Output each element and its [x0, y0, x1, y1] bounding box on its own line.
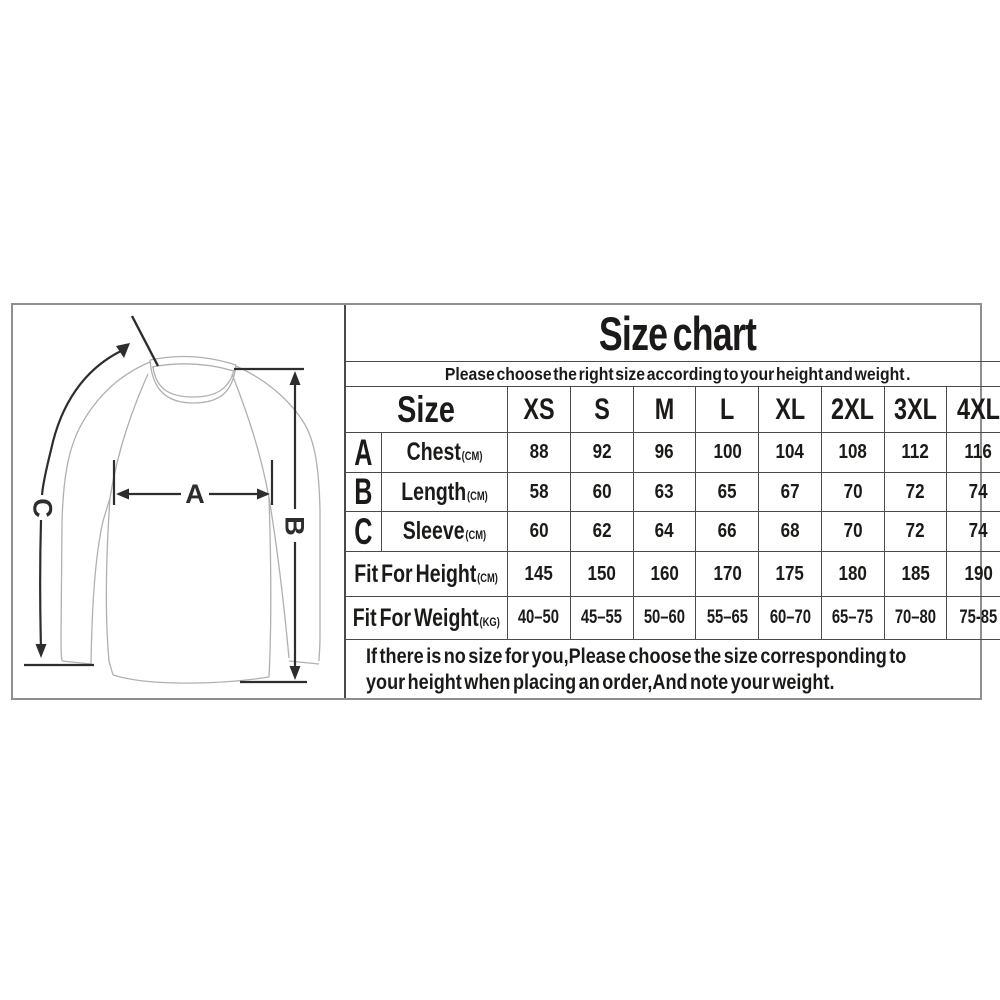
header-col-xs: XS [507, 387, 570, 432]
row-label-cell [381, 512, 507, 551]
value-cell: 68 [758, 512, 821, 551]
right-cuff [289, 661, 319, 664]
fit-unit: (CM) [477, 570, 499, 585]
header-col-2xl: 2XL [821, 387, 884, 432]
row-label: Chest [406, 438, 461, 466]
right-raglan-seam [232, 374, 269, 498]
value-cell: 75-85 [946, 597, 1000, 639]
header-col-l: L [695, 387, 758, 432]
value-cell: 74 [946, 512, 1000, 551]
value-cell: 67 [758, 473, 821, 511]
row-letter-cell: B [354, 473, 373, 511]
body-right-side [269, 498, 271, 677]
b-arrowhead-up [290, 371, 301, 385]
table-row-chest [346, 433, 1000, 473]
value-cell: 62 [570, 512, 633, 551]
header-col-xl: XL [758, 387, 821, 432]
value-cell: 175 [758, 552, 821, 596]
table-row-sleeve [346, 512, 1000, 552]
label-a: A [185, 479, 205, 509]
right-sleeve-outer [236, 366, 320, 661]
row-label-cell [381, 473, 507, 511]
shirt-diagram-panel [13, 305, 344, 698]
size-table [344, 305, 1000, 698]
value-cell: 45–55 [570, 597, 633, 639]
left-raglan-seam [110, 374, 148, 498]
value-cell: 145 [507, 552, 570, 596]
c-arrowhead-up [116, 343, 130, 358]
value-cell: 116 [946, 433, 1000, 472]
page-title: Size chart [598, 306, 757, 360]
value-cell: 92 [570, 433, 633, 472]
note-row [346, 640, 1000, 698]
header-col-s: S [570, 387, 633, 432]
value-cell: 72 [884, 512, 947, 551]
note-line-1: If there is no size for you,Please choose the size corresponding to [366, 644, 907, 668]
table-row-length [346, 473, 1000, 512]
size-chart-figure [11, 303, 1000, 700]
value-cell: 60 [507, 512, 570, 551]
value-cell: 180 [821, 552, 884, 596]
value-cell: 55–65 [695, 597, 758, 639]
row-unit: (CM) [466, 488, 488, 503]
value-cell: 70 [821, 473, 884, 511]
body-left-side [106, 498, 113, 675]
table-row-fit-weight [346, 597, 1000, 640]
value-cell: 190 [946, 552, 1000, 596]
shirt-diagram [13, 305, 344, 698]
c-arrowhead-down [36, 644, 47, 658]
value-cell: 66 [695, 512, 758, 551]
value-cell: 185 [884, 552, 947, 596]
value-cell: 108 [821, 433, 884, 472]
row-unit: (CM) [461, 449, 483, 463]
row-label: Length [401, 477, 467, 506]
note-line-2: your height when placing an order,And note your weight. [366, 670, 835, 694]
row-label-cell [381, 433, 507, 472]
title-row [346, 305, 1000, 362]
value-cell: 170 [695, 552, 758, 596]
table-row-fit-height [346, 552, 1000, 597]
value-cell: 104 [758, 433, 821, 472]
value-cell: 70 [821, 512, 884, 551]
fit-label-cell [346, 597, 507, 639]
c-curve-lower [40, 520, 41, 649]
label-b: B [279, 516, 310, 536]
value-cell: 96 [633, 433, 696, 472]
label-c: C [27, 498, 58, 518]
value-cell: 160 [633, 552, 696, 596]
fit-unit: (KG) [479, 614, 501, 629]
b-arrowhead-down [290, 666, 301, 680]
collar-inner-curve [153, 367, 234, 397]
row-letter-cell: C [354, 512, 373, 551]
fit-label-cell [346, 552, 507, 596]
header-col-m: M [633, 387, 696, 432]
value-cell: 65 [695, 473, 758, 511]
left-cuff [62, 661, 91, 664]
value-cell: 112 [884, 433, 947, 472]
fit-label: Fit For Height [354, 559, 477, 588]
value-cell: 50–60 [633, 597, 696, 639]
value-cell: 60–70 [758, 597, 821, 639]
value-cell: 74 [946, 473, 1000, 511]
collar-pointer-line [132, 316, 158, 366]
value-cell: 40–50 [507, 597, 570, 639]
a-arrowhead-left [116, 489, 129, 500]
value-cell: 72 [884, 473, 947, 511]
value-cell: 100 [695, 433, 758, 472]
row-unit: (CM) [465, 528, 487, 542]
row-label: Sleeve [402, 517, 465, 545]
value-cell: 150 [570, 552, 633, 596]
value-cell: 63 [633, 473, 696, 511]
fit-label: Fit For Weight [352, 603, 479, 632]
subtitle: Please choose the right size according to your height and weight . [444, 363, 911, 384]
header-col-4xl: 4XL [946, 387, 1000, 432]
header-row [346, 387, 1000, 433]
subtitle-row [346, 362, 1000, 387]
header-size-cell [346, 387, 507, 432]
value-cell: 60 [570, 473, 633, 511]
value-cell: 64 [633, 512, 696, 551]
value-cell: 70–80 [884, 597, 947, 639]
collar-band-line [152, 364, 234, 371]
row-letter-cell: A [354, 433, 373, 472]
header-size-label: Size [397, 388, 456, 430]
header-col-3xl: 3XL [884, 387, 947, 432]
value-cell: 58 [507, 473, 570, 511]
value-cell: 65–75 [821, 597, 884, 639]
value-cell: 88 [507, 433, 570, 472]
